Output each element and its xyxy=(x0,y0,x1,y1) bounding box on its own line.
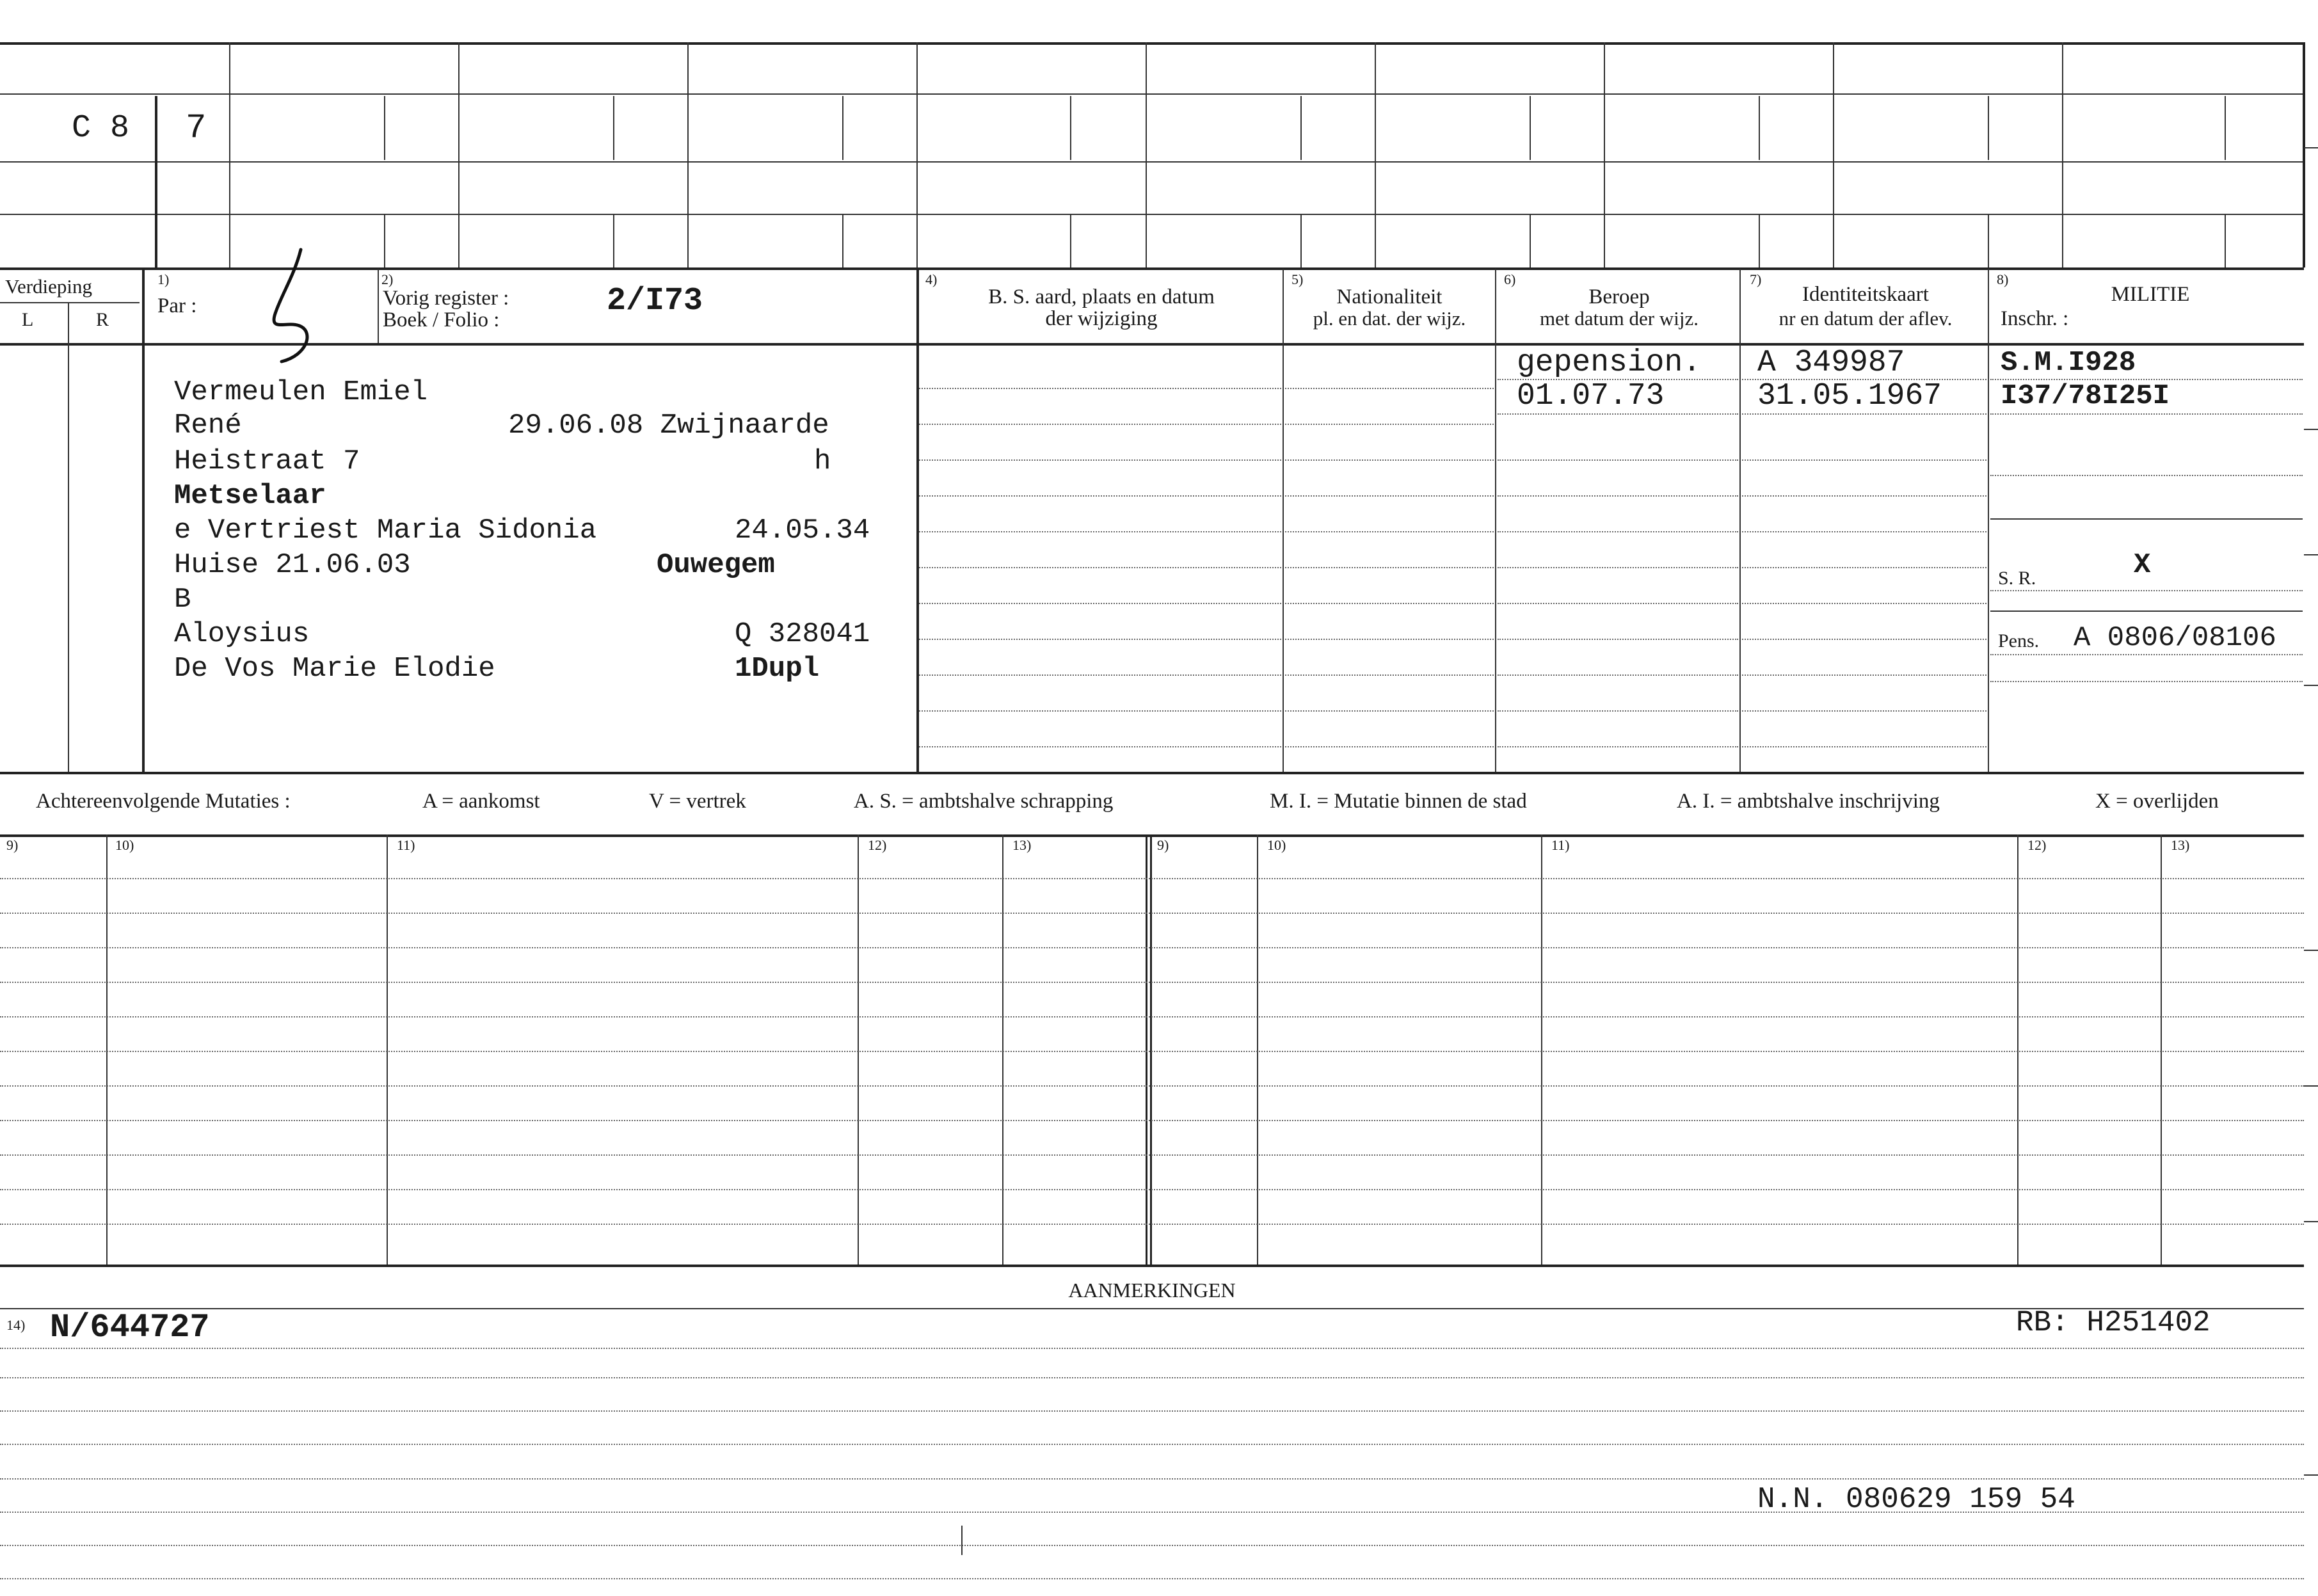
legend-title: Achtereenvolgende Mutaties : xyxy=(36,790,291,813)
par-label: Par : xyxy=(157,294,197,317)
legend-vertrek: V = vertrek xyxy=(649,790,746,813)
person-spouse-place: Ouwegem xyxy=(657,549,775,581)
remarks-num: 14) xyxy=(6,1317,26,1333)
col-r-label: R xyxy=(96,309,109,330)
par-num: 1) xyxy=(157,271,170,287)
militie-title: MILITIE xyxy=(2111,283,2190,306)
nat-line1: Nationaliteit xyxy=(1336,285,1443,308)
militie-inschr-value: S.M.I928 xyxy=(2001,347,2136,379)
militie-pens-value: A 0806/08106 xyxy=(2074,622,2276,654)
boek-label: Boek / Folio : xyxy=(383,308,500,331)
militie-inschr-label: Inschr. : xyxy=(2001,307,2069,330)
par-handwritten-mark xyxy=(256,243,326,371)
vorig-num: 2) xyxy=(381,271,394,287)
person-occupation: Metselaar xyxy=(174,480,326,512)
militie-sr-value: X xyxy=(2134,549,2151,581)
mutation-col-12-left: 12) xyxy=(868,837,887,853)
person-h-mark: h xyxy=(814,445,831,477)
legend-mutatie-stad: M. I. = Mutatie binnen de stad xyxy=(1270,790,1527,813)
person-mother: De Vos Marie Elodie xyxy=(174,653,495,685)
legend-aankomst: A = aankomst xyxy=(422,790,540,813)
person-id-number: Q 328041 xyxy=(735,618,870,650)
person-first-names: René xyxy=(174,410,242,442)
mutation-col-10-left: 10) xyxy=(115,837,134,853)
nat-num: 5) xyxy=(1291,271,1304,287)
person-name: Vermeulen Emiel xyxy=(174,376,428,408)
beroep-line2: met datum der wijz. xyxy=(1540,307,1699,330)
bs-num: 4) xyxy=(925,271,938,287)
remarks-nn: N.N. 080629 159 54 xyxy=(1757,1483,2075,1516)
mutation-col-10-right: 10) xyxy=(1267,837,1286,853)
militie-inschr-value2: I37/78I25I xyxy=(2001,380,2170,412)
mutation-col-13-left: 13) xyxy=(1012,837,1032,853)
bs-line1: B. S. aard, plaats en datum xyxy=(988,285,1215,308)
beroep-num: 6) xyxy=(1504,271,1516,287)
mutation-col-11-right: 11) xyxy=(1551,837,1570,853)
top-code-right: 7 xyxy=(186,109,207,148)
person-address: Heistraat 7 xyxy=(174,445,360,477)
id-line1: Identiteitskaart xyxy=(1802,283,1929,306)
beroep-value: gepension. xyxy=(1517,346,1702,380)
identity-number: A 349987 xyxy=(1757,346,1905,380)
militie-num: 8) xyxy=(1997,271,2009,287)
militie-sr-label: S. R. xyxy=(1998,568,2036,589)
vorig-label: Vorig register : xyxy=(383,287,509,310)
remarks-ref: N/644727 xyxy=(50,1309,210,1346)
id-line2: nr en datum der aflev. xyxy=(1778,307,1953,330)
verdieping-label: Verdieping xyxy=(5,275,93,298)
person-aloysius: Aloysius xyxy=(174,618,310,650)
mutation-col-11-left: 11) xyxy=(397,837,415,853)
nat-line2: pl. en dat. der wijz. xyxy=(1313,307,1466,330)
remarks-title: AANMERKINGEN xyxy=(1068,1279,1236,1302)
person-spouse: e Vertriest Maria Sidonia xyxy=(174,515,597,547)
person-dupl: 1Dupl xyxy=(735,653,820,685)
legend-ambtshalve-schrapping: A. S. = ambtshalve schrapping xyxy=(854,790,1114,813)
beroep-line1: Beroep xyxy=(1588,285,1650,308)
person-spouse-date: 24.05.34 xyxy=(735,515,870,547)
person-b-mark: B xyxy=(174,584,191,616)
militie-pens-label: Pens. xyxy=(1998,630,2040,651)
top-code-left: C 8 xyxy=(72,110,130,147)
col-l-label: L xyxy=(22,309,34,330)
legend-overlijden: X = overlijden xyxy=(2095,790,2219,813)
bs-line2: der wijziging xyxy=(1045,307,1158,330)
remarks-rb: RB: H251402 xyxy=(2016,1306,2210,1339)
beroep-date: 01.07.73 xyxy=(1517,379,1665,413)
mutation-col-13-right: 13) xyxy=(2171,837,2190,853)
mutation-col-12-right: 12) xyxy=(2027,837,2047,853)
person-spouse-birth: Huise 21.06.03 xyxy=(174,549,411,581)
vorig-value: 2/I73 xyxy=(607,283,703,319)
person-birth: 29.06.08 Zwijnaarde xyxy=(508,410,829,442)
legend-ambtshalve-inschrijving: A. I. = ambtshalve inschrijving xyxy=(1677,790,1940,813)
mutation-col-9-left: 9) xyxy=(6,837,19,853)
id-num: 7) xyxy=(1750,271,1762,287)
identity-date: 31.05.1967 xyxy=(1757,379,1942,413)
mutation-col-9-right: 9) xyxy=(1157,837,1169,853)
